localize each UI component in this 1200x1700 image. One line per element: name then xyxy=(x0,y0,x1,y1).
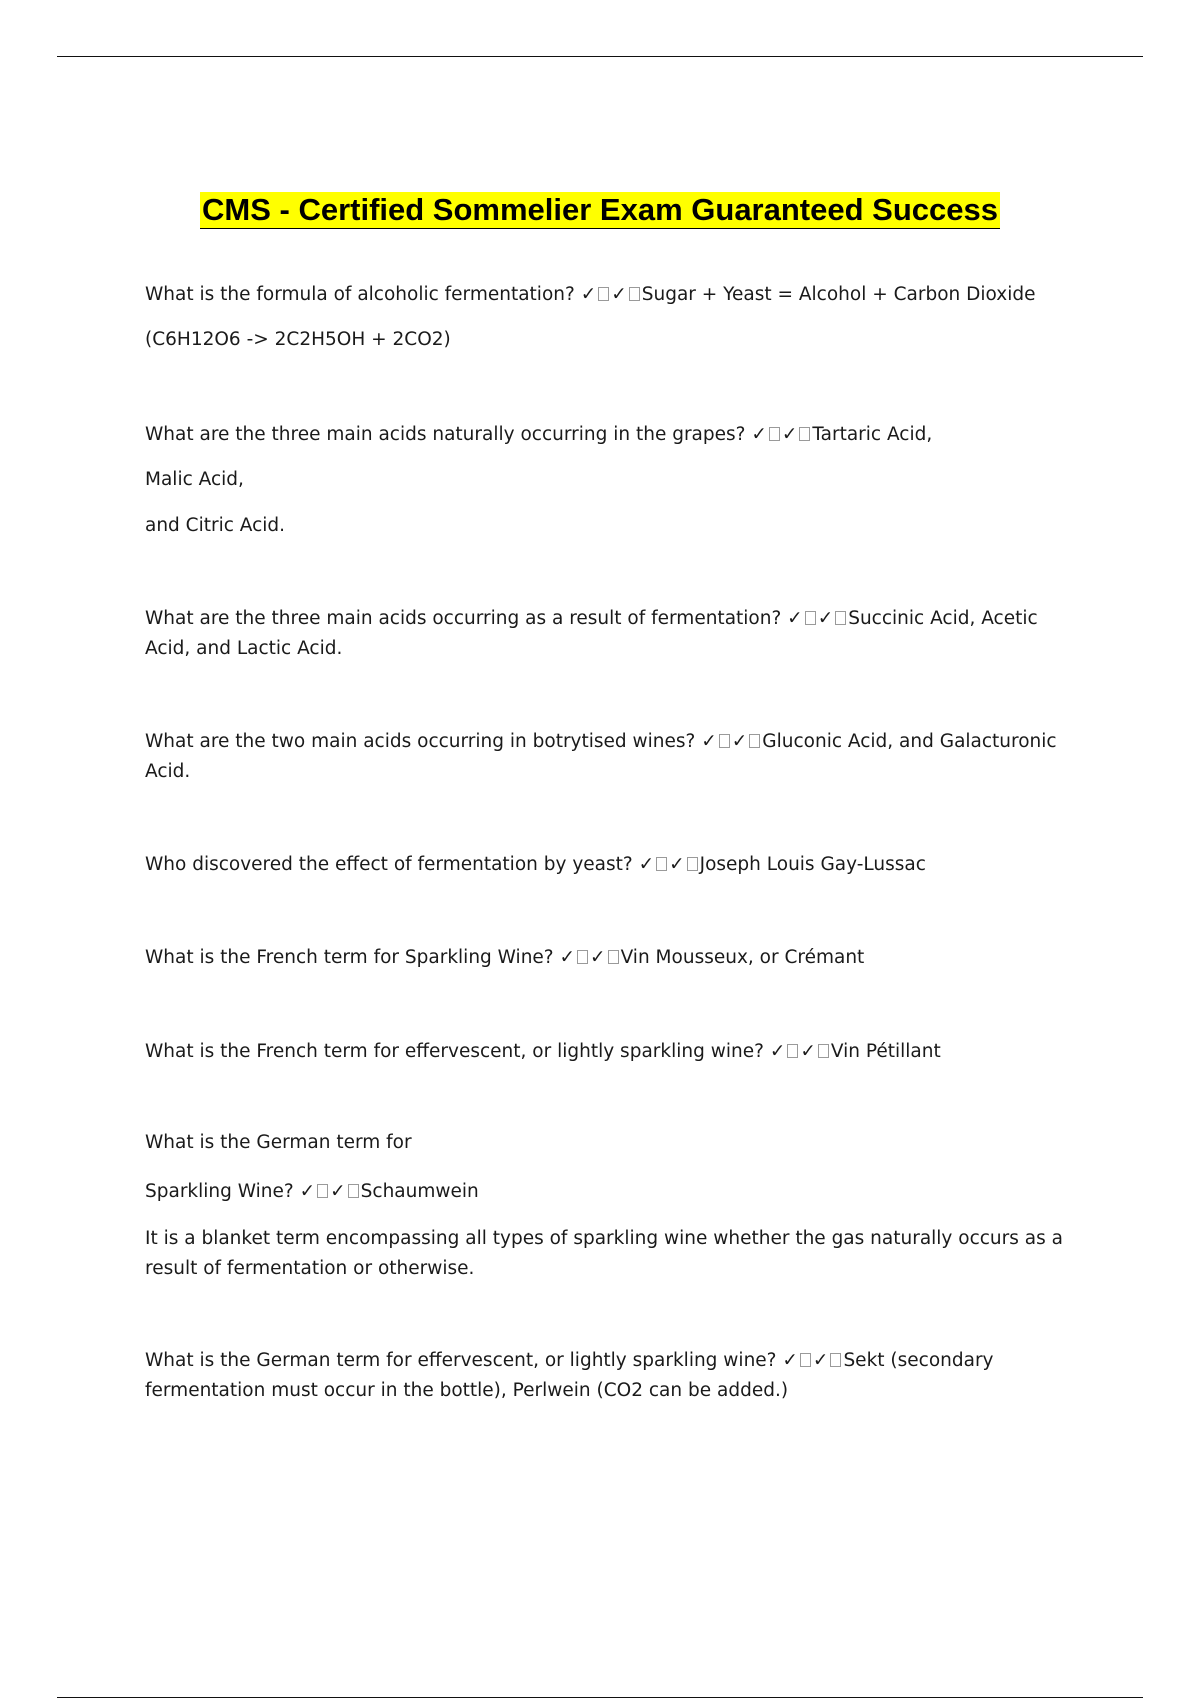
qa-item-7 xyxy=(145,1037,941,1067)
answer-text: Succinic Acid, Acetic Acid, and Lactic Acid. xyxy=(145,608,1038,659)
question-text: What are the three main acids occurring as a result of fermentation? xyxy=(145,608,782,629)
answer-text: Gluconic Acid, and Galacturonic Acid. xyxy=(145,731,1057,782)
check-icon: ✓ xyxy=(299,1181,316,1202)
check-icon: ✓ xyxy=(817,608,834,629)
check-icon: ✓ xyxy=(559,947,576,968)
answer-text: Tartaric Acid, xyxy=(812,424,933,445)
answer-text: Joseph Louis Gay-Lussac xyxy=(699,854,926,875)
check-icon: ✓ xyxy=(701,731,717,752)
box-icon xyxy=(830,1353,841,1367)
box-icon xyxy=(608,950,619,964)
box-icon xyxy=(805,611,816,625)
qa-item-8 xyxy=(145,1177,479,1207)
qa-item-3 xyxy=(145,604,1085,664)
check-icon: ✓ xyxy=(611,284,627,305)
qa-item-5 xyxy=(145,850,926,880)
box-icon xyxy=(799,427,810,441)
check-icon: ✓ xyxy=(800,1041,816,1062)
qa-item-1 xyxy=(145,280,1035,310)
question-text: Who discovered the effect of fermentation by yeast? xyxy=(145,854,633,875)
box-icon xyxy=(577,950,588,964)
box-icon xyxy=(656,857,667,871)
question-text: What are the three main acids naturally occurring in the grapes? xyxy=(145,424,746,445)
answer-text: Schaumwein xyxy=(360,1181,479,1202)
check-icon: ✓ xyxy=(330,1181,346,1202)
box-icon xyxy=(835,611,846,625)
answer-continuation: (C6H12O6 -> 2C2H5OH + 2CO2) xyxy=(145,329,451,350)
title-container xyxy=(0,192,1200,229)
check-icon: ✓ xyxy=(812,1350,829,1371)
qa-item-2 xyxy=(145,420,932,450)
check-icon: ✓ xyxy=(769,1041,786,1062)
answer-text: Sekt (secondary fermentation must occur in the bottle), Perlwein (CO2 can be added.) xyxy=(145,1350,994,1401)
check-icon: ✓ xyxy=(638,854,655,875)
question-text: What is the formula of alcoholic fermentation? xyxy=(145,284,575,305)
check-icon: ✓ xyxy=(787,608,803,629)
answer-text: Sugar + Yeast = Alcohol + Carbon Dioxide xyxy=(641,284,1036,305)
qa-item-9 xyxy=(145,1346,1085,1406)
box-icon xyxy=(348,1184,359,1198)
qa-item-8-question: What is the German term for xyxy=(145,1132,412,1153)
header-divider xyxy=(57,56,1143,57)
question-text: What are the two main acids occurring in botrytised wines? xyxy=(145,731,696,752)
check-icon: ✓ xyxy=(782,1350,798,1371)
answer-text: Vin Mousseux, or Crémant xyxy=(620,947,865,968)
question-text: What is the German term for effervescent, or lightly sparkling wine? xyxy=(145,1350,777,1371)
check-icon: ✓ xyxy=(669,854,685,875)
box-icon xyxy=(800,1353,811,1367)
box-icon xyxy=(317,1184,328,1198)
check-icon: ✓ xyxy=(590,947,606,968)
question-text: What is the French term for effervescent, or lightly sparkling wine? xyxy=(145,1041,764,1062)
qa-item-4 xyxy=(145,727,1085,787)
check-icon: ✓ xyxy=(580,284,597,305)
answer-continuation: Malic Acid, xyxy=(145,469,244,490)
document-title: CMS - Certified Sommelier Exam Guaranteed Success xyxy=(202,192,998,227)
box-icon xyxy=(598,287,609,301)
answer-text: Vin Pétillant xyxy=(830,1041,941,1062)
box-icon xyxy=(719,734,730,748)
question-text: What is the French term for Sparkling Wine? xyxy=(145,947,554,968)
box-icon xyxy=(687,857,698,871)
question-text: Sparkling Wine? xyxy=(145,1181,294,1202)
answer-continuation: It is a blanket term encompassing all types of sparkling wine whether the gas naturally occurs as a result of fermentation or otherwise. xyxy=(145,1228,1063,1279)
box-icon xyxy=(787,1044,798,1058)
check-icon: ✓ xyxy=(781,424,798,445)
box-icon xyxy=(629,287,640,301)
check-icon: ✓ xyxy=(731,731,748,752)
qa-item-6 xyxy=(145,943,864,973)
check-icon: ✓ xyxy=(751,424,767,445)
box-icon xyxy=(769,427,780,441)
answer-continuation: and Citric Acid. xyxy=(145,515,286,536)
footer-divider xyxy=(57,1697,1143,1698)
box-icon xyxy=(749,734,760,748)
box-icon xyxy=(818,1044,829,1058)
